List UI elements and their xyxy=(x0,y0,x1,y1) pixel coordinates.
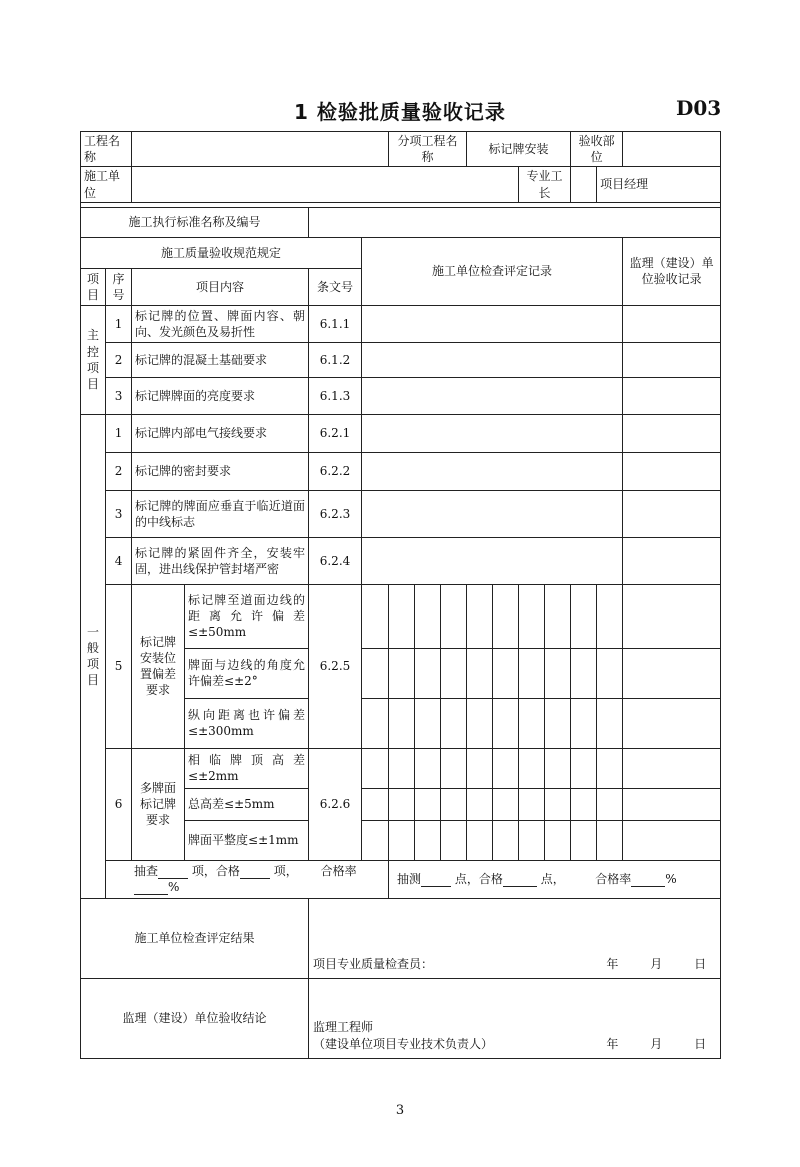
measure-cell[interactable] xyxy=(571,584,597,648)
standard-value[interactable] xyxy=(309,207,721,237)
measure-cell[interactable] xyxy=(597,698,623,748)
supervision-cell[interactable] xyxy=(623,748,721,788)
measure-cell[interactable] xyxy=(493,648,519,698)
measure-cell[interactable] xyxy=(441,698,467,748)
item-clause: 6.2.5 xyxy=(309,584,362,748)
measure-cell[interactable] xyxy=(362,698,389,748)
measure-cell[interactable] xyxy=(493,698,519,748)
measure-count-input[interactable] xyxy=(421,873,451,887)
clause-header: 条文号 xyxy=(309,268,362,305)
measure-cell[interactable] xyxy=(519,584,545,648)
measure-cell[interactable] xyxy=(493,788,519,820)
measure-cell[interactable] xyxy=(571,748,597,788)
project-name-label: 工程名称 xyxy=(81,132,132,167)
supervision-cell[interactable] xyxy=(623,537,721,584)
item-clause: 6.2.1 xyxy=(309,414,362,452)
measure-cell[interactable] xyxy=(519,648,545,698)
measure-cell[interactable] xyxy=(362,648,389,698)
table-row: 2 标记牌的混凝土基础要求 6.1.2 xyxy=(81,342,721,377)
supervision-result-cell[interactable] xyxy=(309,978,721,1058)
construction-unit-label: 施工单位 xyxy=(81,167,132,202)
general-label: 一般项目 xyxy=(81,414,106,898)
table-row: 3 标记牌的牌面应垂直于临近道面的中线标志 6.2.3 xyxy=(81,490,721,537)
supervision-cell[interactable] xyxy=(623,584,721,648)
measure-cell[interactable] xyxy=(362,820,389,860)
measure-cell[interactable] xyxy=(415,698,441,748)
subitem-content: 总高差≤±5mm xyxy=(185,788,309,820)
item-clause: 6.1.1 xyxy=(309,305,362,342)
measure-cell[interactable] xyxy=(389,584,415,648)
measure-cell[interactable] xyxy=(415,820,441,860)
engineer-label: 监理工程师 xyxy=(313,1020,374,1035)
inspection-cell[interactable] xyxy=(362,537,623,584)
measure-cell[interactable] xyxy=(493,748,519,788)
content-header: 项目内容 xyxy=(132,268,309,305)
measure-cell[interactable] xyxy=(545,648,571,698)
supervision-cell[interactable] xyxy=(623,820,721,860)
measure-cell[interactable] xyxy=(441,748,467,788)
foreman-label: 专业工长 xyxy=(519,167,571,202)
measure-cell[interactable] xyxy=(467,820,493,860)
supervision-cell[interactable] xyxy=(623,648,721,698)
measure-cell[interactable] xyxy=(415,748,441,788)
measure-cell[interactable] xyxy=(545,820,571,860)
measure-cell[interactable] xyxy=(597,820,623,860)
project-name-value[interactable] xyxy=(132,132,389,167)
sub-project-value[interactable]: 标记牌安装 xyxy=(467,132,571,167)
measure-cell[interactable] xyxy=(467,698,493,748)
standard-row xyxy=(81,207,721,237)
item-clause: 6.2.2 xyxy=(309,452,362,490)
measure-cell[interactable] xyxy=(362,788,389,820)
measure-cell[interactable] xyxy=(441,584,467,648)
measure-cell[interactable] xyxy=(362,584,389,648)
inspection-cell[interactable] xyxy=(362,414,623,452)
date: 年 月 日 xyxy=(606,1036,707,1051)
inspection-cell[interactable] xyxy=(362,305,623,342)
sample-count-input[interactable] xyxy=(158,865,188,879)
inspection-cell[interactable] xyxy=(362,342,623,377)
supervision-cell[interactable] xyxy=(623,377,721,414)
supervision-cell[interactable] xyxy=(623,490,721,537)
table-row: 主控项目 1 标记牌的位置、牌面内容、朝向、发光颜色及易折性 6.1.1 xyxy=(81,305,721,342)
page-number: 3 xyxy=(395,1103,405,1118)
item-clause: 6.2.4 xyxy=(309,537,362,584)
seq-header: 序号 xyxy=(106,268,132,305)
table-row: 2 标记牌的密封要求 6.2.2 xyxy=(81,452,721,490)
measure-cell[interactable] xyxy=(441,648,467,698)
inspection-cell[interactable] xyxy=(362,490,623,537)
table-row: 3 标记牌牌面的亮度要求 6.1.3 xyxy=(81,377,721,414)
item-clause: 6.1.2 xyxy=(309,342,362,377)
item-content: 标记牌内部电气接线要求 xyxy=(132,414,309,452)
item6-content: 多牌面标记牌要求 xyxy=(132,748,185,860)
measure-cell[interactable] xyxy=(389,698,415,748)
item5-content: 标记牌安装位置偏差要求 xyxy=(132,584,185,748)
measure-cell[interactable] xyxy=(467,584,493,648)
measure-cell[interactable] xyxy=(467,788,493,820)
supervision-record-header: 监理（建设）单位验收记录 xyxy=(623,237,721,305)
measure-rate-input[interactable] xyxy=(631,873,665,887)
item-content: 标记牌的密封要求 xyxy=(132,452,309,490)
construction-result-row xyxy=(81,898,721,978)
sub-project-label: 分项工程名称 xyxy=(389,132,467,167)
pass-rate-input[interactable] xyxy=(134,881,168,895)
measure-cell[interactable] xyxy=(415,648,441,698)
supervision-result-label: 监理（建设）单位验收结论 xyxy=(81,978,309,1058)
supervision-result-row xyxy=(81,978,721,1058)
subitem-content: 牌面与边线的角度允许偏差≤±2° xyxy=(185,648,309,698)
measure-cell[interactable] xyxy=(519,698,545,748)
measure-cell[interactable] xyxy=(441,820,467,860)
measure-pass-input[interactable] xyxy=(503,873,537,887)
item-content: 标记牌的位置、牌面内容、朝向、发光颜色及易折性 xyxy=(132,305,309,342)
measure-cell[interactable] xyxy=(571,788,597,820)
measure-cell[interactable] xyxy=(415,584,441,648)
measure-cell[interactable] xyxy=(519,820,545,860)
spec-group-header: 施工质量验收规范规定 xyxy=(81,237,362,268)
measure-cell[interactable] xyxy=(545,584,571,648)
header-row-project xyxy=(81,132,721,167)
measure-cell[interactable] xyxy=(415,788,441,820)
inspection-cell[interactable] xyxy=(362,452,623,490)
construction-result-label: 施工单位检查评定结果 xyxy=(81,898,309,978)
item-clause: 6.2.3 xyxy=(309,490,362,537)
inspection-record-header: 施工单位检查评定记录 xyxy=(362,237,623,305)
measure-cell[interactable] xyxy=(519,788,545,820)
sample-summary: 抽查 项，合格 项， 合格率% xyxy=(106,860,389,898)
table-row: 6 多牌面标记牌要求 相临牌顶高差≤±2mm 6.2.6 xyxy=(81,748,721,788)
measure-cell[interactable] xyxy=(493,584,519,648)
construction-result-cell[interactable] xyxy=(309,898,721,978)
item-clause: 6.2.6 xyxy=(309,748,362,860)
date: 年 月 日 xyxy=(606,956,707,971)
supervision-cell[interactable] xyxy=(623,788,721,820)
foreman-value[interactable] xyxy=(571,167,597,202)
header-row-unit xyxy=(81,167,721,202)
supervision-cell[interactable] xyxy=(623,342,721,377)
pass-count-input[interactable] xyxy=(240,865,270,879)
table-row: 一般项目 1 标记牌内部电气接线要求 6.2.1 xyxy=(81,414,721,452)
measure-cell[interactable] xyxy=(389,788,415,820)
acceptance-part-value[interactable] xyxy=(623,132,721,167)
supervision-cell[interactable] xyxy=(623,452,721,490)
construction-unit-value[interactable] xyxy=(132,167,519,202)
measure-cell[interactable] xyxy=(597,584,623,648)
standard-label: 施工执行标准名称及编号 xyxy=(81,207,309,237)
measure-cell[interactable] xyxy=(519,748,545,788)
engineer-note: （建设单位项目专业技术负责人） xyxy=(313,1036,494,1051)
measure-cell[interactable] xyxy=(545,748,571,788)
subitem-content: 纵向距离也许偏差≤±300mm xyxy=(185,698,309,748)
subitem-content: 牌面平整度≤±1mm xyxy=(185,820,309,860)
item-content: 标记牌牌面的亮度要求 xyxy=(132,377,309,414)
supervision-cell[interactable] xyxy=(623,305,721,342)
measure-cell[interactable] xyxy=(545,698,571,748)
project-manager-label: 项目经理 xyxy=(597,167,721,202)
column-header-row-1 xyxy=(81,237,721,268)
table-row: 4 标记牌的紧固件齐全，安装牢固，进出线保护管封堵严密 6.2.4 xyxy=(81,537,721,584)
summary-row xyxy=(81,860,721,898)
item-content: 标记牌的牌面应垂直于临近道面的中线标志 xyxy=(132,490,309,537)
item-content: 标记牌的混凝土基础要求 xyxy=(132,342,309,377)
measure-cell[interactable] xyxy=(467,648,493,698)
subitem-content: 相临牌顶高差≤±2mm xyxy=(185,748,309,788)
item-content: 标记牌的紧固件齐全，安装牢固，进出线保护管封堵严密 xyxy=(132,537,309,584)
measure-cell[interactable] xyxy=(597,788,623,820)
measure-cell[interactable] xyxy=(545,788,571,820)
supervision-cell[interactable] xyxy=(623,414,721,452)
page-title: 1 检验批质量验收记录 xyxy=(294,100,506,124)
measure-cell[interactable] xyxy=(571,648,597,698)
supervision-cell[interactable] xyxy=(623,698,721,748)
measure-cell[interactable] xyxy=(389,748,415,788)
main-control-label: 主控项目 xyxy=(81,305,106,414)
measure-cell[interactable] xyxy=(441,788,467,820)
inspection-form-table xyxy=(80,131,721,1059)
subitem-content: 标记牌至道面边线的距离允许偏差≤±50mm xyxy=(185,584,309,648)
measure-cell[interactable] xyxy=(389,648,415,698)
inspection-cell[interactable] xyxy=(362,377,623,414)
measure-cell[interactable] xyxy=(571,820,597,860)
form-code: D03 xyxy=(676,96,722,120)
table-row: 5 标记牌安装位置偏差要求 标记牌至道面边线的距离允许偏差≤±50mm 6.2.5 xyxy=(81,584,721,648)
measure-cell[interactable] xyxy=(571,698,597,748)
item-clause: 6.1.3 xyxy=(309,377,362,414)
measure-cell[interactable] xyxy=(467,748,493,788)
measure-cell[interactable] xyxy=(362,748,389,788)
measure-cell[interactable] xyxy=(597,748,623,788)
acceptance-part-label: 验收部位 xyxy=(571,132,623,167)
measure-cell[interactable] xyxy=(493,820,519,860)
inspector-label: 项目专业质量检查员： xyxy=(313,956,434,971)
measure-summary: 抽测 点，合格 点， 合格率 % xyxy=(389,860,721,898)
item-type-header: 项目 xyxy=(81,268,106,305)
measure-cell[interactable] xyxy=(389,820,415,860)
measure-cell[interactable] xyxy=(597,648,623,698)
